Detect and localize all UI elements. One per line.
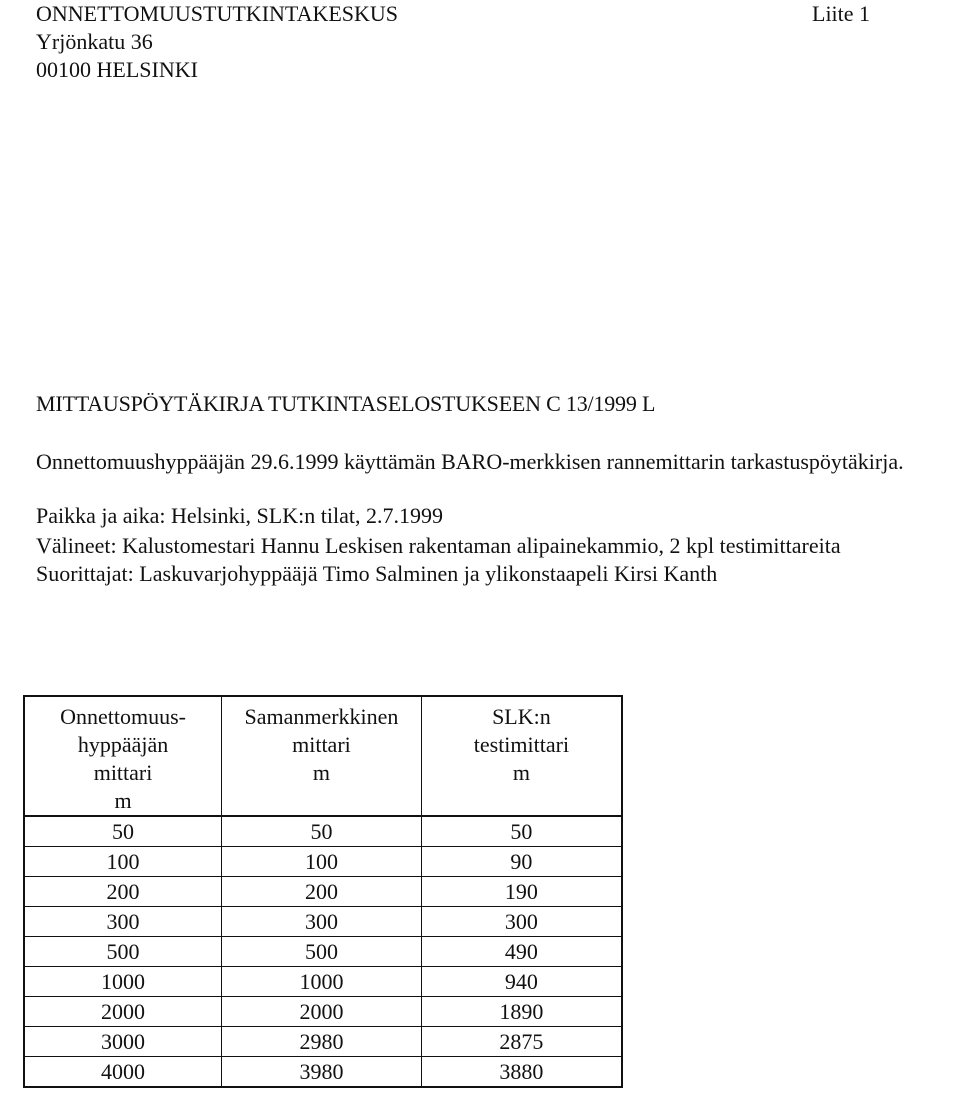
table-cell: 2000 (222, 997, 422, 1027)
table-cell: 4000 (24, 1057, 222, 1088)
table-cell: 300 (421, 907, 622, 937)
table-cell: 500 (24, 937, 222, 967)
equipment-line: Välineet: Kalustomestari Hannu Leskisen rakentaman alipainekammio, 2 kpl testimittareita (36, 533, 841, 558)
appendix-label: Liite 1 (812, 1, 871, 26)
table-cell: 500 (222, 937, 422, 967)
table-cell: 200 (24, 877, 222, 907)
table-cell: 2875 (421, 1027, 622, 1057)
table-cell: 3880 (421, 1057, 622, 1088)
table-cell: 3000 (24, 1027, 222, 1057)
header-line: SLK:n (492, 704, 551, 729)
table-cell: 200 (222, 877, 422, 907)
header-line: m (114, 788, 132, 813)
table-cell: 100 (24, 847, 222, 877)
table-row (24, 937, 622, 967)
table-cell: 190 (421, 877, 622, 907)
table-row (24, 997, 622, 1027)
table-cell: 3980 (222, 1057, 422, 1088)
organization-name: ONNETTOMUUSTUTKINTAKESKUS (36, 1, 399, 26)
organization-city: 00100 HELSINKI (36, 57, 198, 82)
table-cell: 1000 (222, 967, 422, 997)
table-row (24, 877, 622, 907)
header-same-brand-meter (222, 696, 422, 816)
organization-street: Yrjönkatu 36 (36, 29, 153, 54)
measurement-table (23, 695, 623, 1088)
header-line: testimittari (473, 732, 570, 757)
header-line: m (512, 760, 530, 785)
header-accident-jumper-meter (24, 696, 222, 816)
header-line: Onnettomuus- (60, 704, 186, 729)
table-cell: 1890 (421, 997, 622, 1027)
table-cell: 100 (222, 847, 422, 877)
table-header-row (24, 696, 622, 816)
table-cell: 50 (24, 816, 222, 847)
header-line: mittari (93, 760, 153, 785)
table-cell: 1000 (24, 967, 222, 997)
table-cell: 90 (421, 847, 622, 877)
table-cell: 940 (421, 967, 622, 997)
table-cell: 300 (24, 907, 222, 937)
document-title: MITTAUSPÖYTÄKIRJA TUTKINTASELOSTUKSEEN C 13/1999 L (36, 391, 656, 416)
header-slk-test-meter (421, 696, 622, 816)
header-line: hyppääjän (77, 732, 169, 757)
document-intro: Onnettomuushyppääjän 29.6.1999 käyttämän BARO-merkkisen rannemittarin tarkastuspöytäkirja. (36, 449, 904, 474)
performers-line: Suorittajat: Laskuvarjohyppääjä Timo Salminen ja ylikonstaapeli Kirsi Kanth (36, 561, 718, 586)
table-row (24, 1057, 622, 1088)
table-row (24, 847, 622, 877)
place-and-time: Paikka ja aika: Helsinki, SLK:n tilat, 2.7.1999 (36, 503, 443, 528)
table-cell: 2980 (222, 1027, 422, 1057)
table-cell: 300 (222, 907, 422, 937)
header-line: mittari (292, 732, 351, 757)
table-cell: 50 (421, 816, 622, 847)
header-line: m (312, 760, 330, 785)
table-cell: 2000 (24, 997, 222, 1027)
table-cell: 490 (421, 937, 622, 967)
table-row (24, 907, 622, 937)
header-line: Samanmerkkinen (244, 704, 399, 729)
table-row (24, 1027, 622, 1057)
table-row (24, 816, 622, 847)
table-row (24, 967, 622, 997)
table-cell: 50 (222, 816, 422, 847)
